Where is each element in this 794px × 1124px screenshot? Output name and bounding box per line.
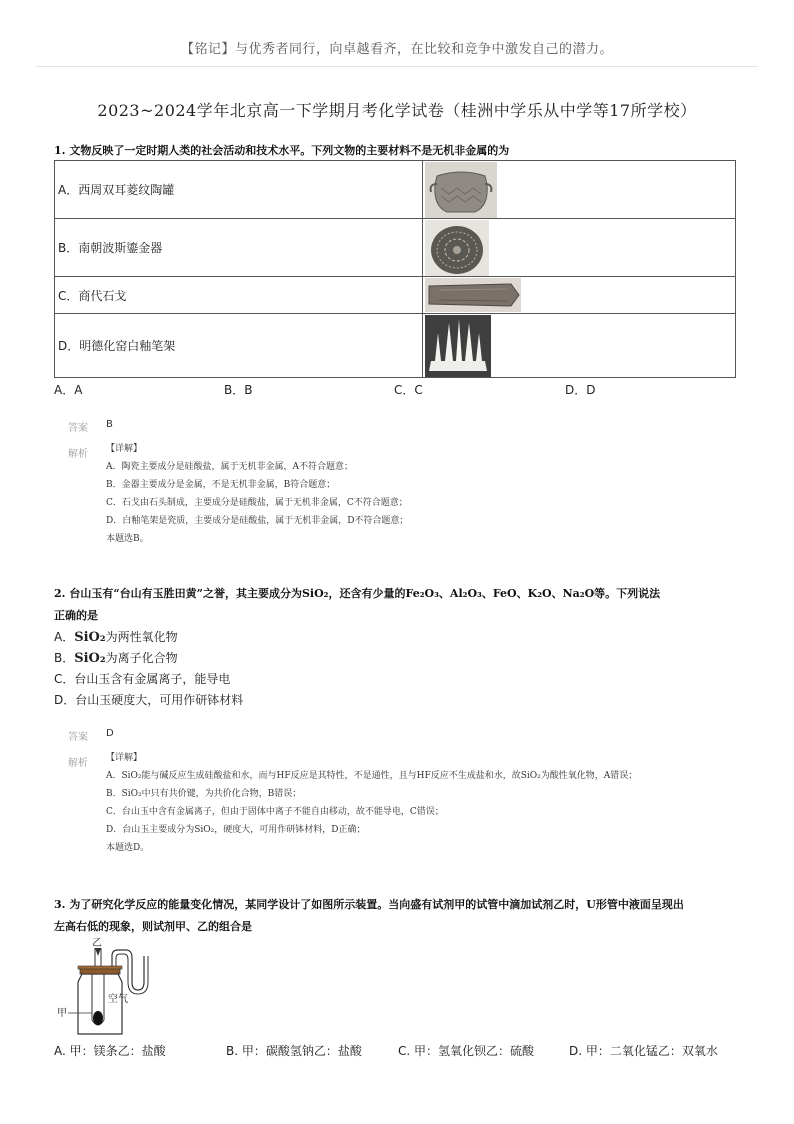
header-divider [36, 66, 758, 67]
q1-option-a[interactable]: A．A [54, 383, 83, 397]
q1-answer-label: 答案 [68, 423, 88, 434]
q3-stem-line2: 左高右低的现象，则试剂甲、乙的组合是 [54, 920, 252, 933]
explanation-line: 本题选D。 [106, 843, 150, 853]
option-text: 为两性氧化物 [105, 630, 178, 644]
option-text: 台山玉含有金属离子，能导电 [74, 672, 231, 686]
page-motto: 【铭记】与优秀者同行，向卓越看齐，在比较和竞争中激发自己的潜力。 [180, 42, 613, 57]
q1-row-label: B．南朝波斯鎏金器 [55, 219, 423, 277]
q3-option-a[interactable]: A. 甲：镁条乙：盐酸 [54, 1044, 166, 1058]
pottery-jar-photo [425, 162, 497, 218]
q1-row-label: C．商代石戈 [55, 277, 423, 314]
option-prefix: A． [54, 630, 75, 644]
formula: SiO₂ [74, 651, 106, 666]
q1-options [54, 381, 744, 399]
option-prefix: D． [54, 693, 76, 707]
explanation-line: 本题选B。 [106, 534, 149, 544]
label-air: 空气 [108, 994, 128, 1005]
q3-option-d[interactable]: D. 甲：二氧化锰乙：双氧水 [569, 1044, 718, 1058]
q1-row-a [55, 161, 736, 219]
q1-row-image [423, 161, 736, 219]
explanation-line: C．石戈由石头制成，主要成分是硅酸盐，属于无机非金属，C不符合题意； [106, 498, 408, 508]
label-yi: 乙 [92, 938, 102, 949]
label-jia: 甲 [57, 1008, 67, 1019]
q2-answer: D [106, 728, 114, 739]
q1-row-label: A．西周双耳菱纹陶罐 [55, 161, 423, 219]
explanation-line: C．台山玉中含有金属离子，但由于固体中离子不能自由移动，故不能导电，C错误； [106, 807, 444, 817]
q1-analysis-label: 解析 [68, 449, 88, 460]
q2-stem-line2: 正确的是 [54, 609, 98, 622]
explanation-line: 【详解】 [106, 753, 143, 763]
q1-option-b[interactable]: B．B [224, 383, 253, 397]
porcelain-pen-rack-photo [425, 315, 491, 377]
option-prefix: B． [54, 651, 75, 665]
q1-option-d[interactable]: D．D [565, 383, 596, 397]
q1-artifact-table [54, 160, 736, 378]
q1-row-b [55, 219, 736, 277]
q1-explanation [106, 440, 746, 548]
q3-option-b[interactable]: B. 甲：碳酸氢钠乙：盐酸 [226, 1044, 362, 1058]
q2-answer-label: 答案 [68, 732, 88, 743]
q2-analysis-label: 解析 [68, 758, 88, 769]
q1-option-c[interactable]: C．C [394, 383, 423, 397]
option-text: 台山玉硬度大，可用作研钵材料 [75, 693, 244, 707]
formula: SiO₂ [74, 630, 106, 645]
q1-row-d [55, 314, 736, 378]
gilded-vessel-photo [425, 220, 489, 276]
q3-option-c[interactable]: C. 甲：氢氧化钡乙：硫酸 [398, 1044, 535, 1058]
q1-row-image [423, 277, 736, 314]
q1-row-c [55, 277, 736, 314]
q1-stem: 1. 文物反映了一定时期人类的社会活动和技术水平。下列文物的主要材料不是无机非金属的为 [54, 144, 510, 157]
q3-stem-line1: 3. 为了研究化学反应的能量变化情况，某同学设计了如图所示装置。当向盛有试剂甲的试管中滴加试剂乙时，U形管中液面呈现出 [54, 898, 684, 911]
explanation-line: A．SiO₂能与碱反应生成硅酸盐和水，而与HF反应是其特性，不是通性，且与HF反应不生成盐和水，故SiO₂为酸性氧化物，A错误； [106, 771, 638, 781]
q1-row-image [423, 314, 736, 378]
option-prefix: C． [54, 672, 75, 686]
stone-dagger-photo [425, 278, 521, 312]
q1-row-label: D．明德化窑白釉笔架 [55, 314, 423, 378]
explanation-line: 【详解】 [106, 444, 143, 454]
q2-explanation [106, 749, 746, 857]
q2-stem-line1: 2. 台山玉有“台山有玉胜田黄”之誉，其主要成分为SiO₂，还含有少量的Fe₂O₃、Al₂O₃、FeO、K₂O、Na₂O等。下列说法 [54, 587, 661, 600]
q2-option-b[interactable] [54, 649, 178, 666]
explanation-line: B．金器主要成分是金属，不是无机非金属，B符合题意； [106, 480, 336, 490]
option-text: 为离子化合物 [105, 651, 178, 665]
q2-option-a[interactable] [54, 628, 178, 645]
q1-row-image [423, 219, 736, 277]
u-tube-apparatus-diagram [54, 936, 174, 1040]
exam-title: 2023~2024学年北京高一下学期月考化学试卷（桂洲中学乐从中学等17所学校） [97, 101, 697, 120]
explanation-line: D．白釉笔架是瓷质，主要成分是硅酸盐，属于无机非金属，D不符合题意； [106, 516, 409, 526]
explanation-line: A．陶瓷主要成分是硅酸盐，属于无机非金属，A不符合题意； [106, 462, 354, 472]
explanation-line: B．SiO₂中只有共价键，为共价化合物，B错误； [106, 789, 302, 799]
q1-answer: B [106, 419, 113, 430]
q2-option-d[interactable] [54, 691, 243, 708]
q2-option-c[interactable] [54, 670, 230, 687]
explanation-line: D．台山玉主要成分为SiO₂，硬度大，可用作研钵材料，D正确； [106, 825, 366, 835]
q3-options [54, 1042, 754, 1060]
